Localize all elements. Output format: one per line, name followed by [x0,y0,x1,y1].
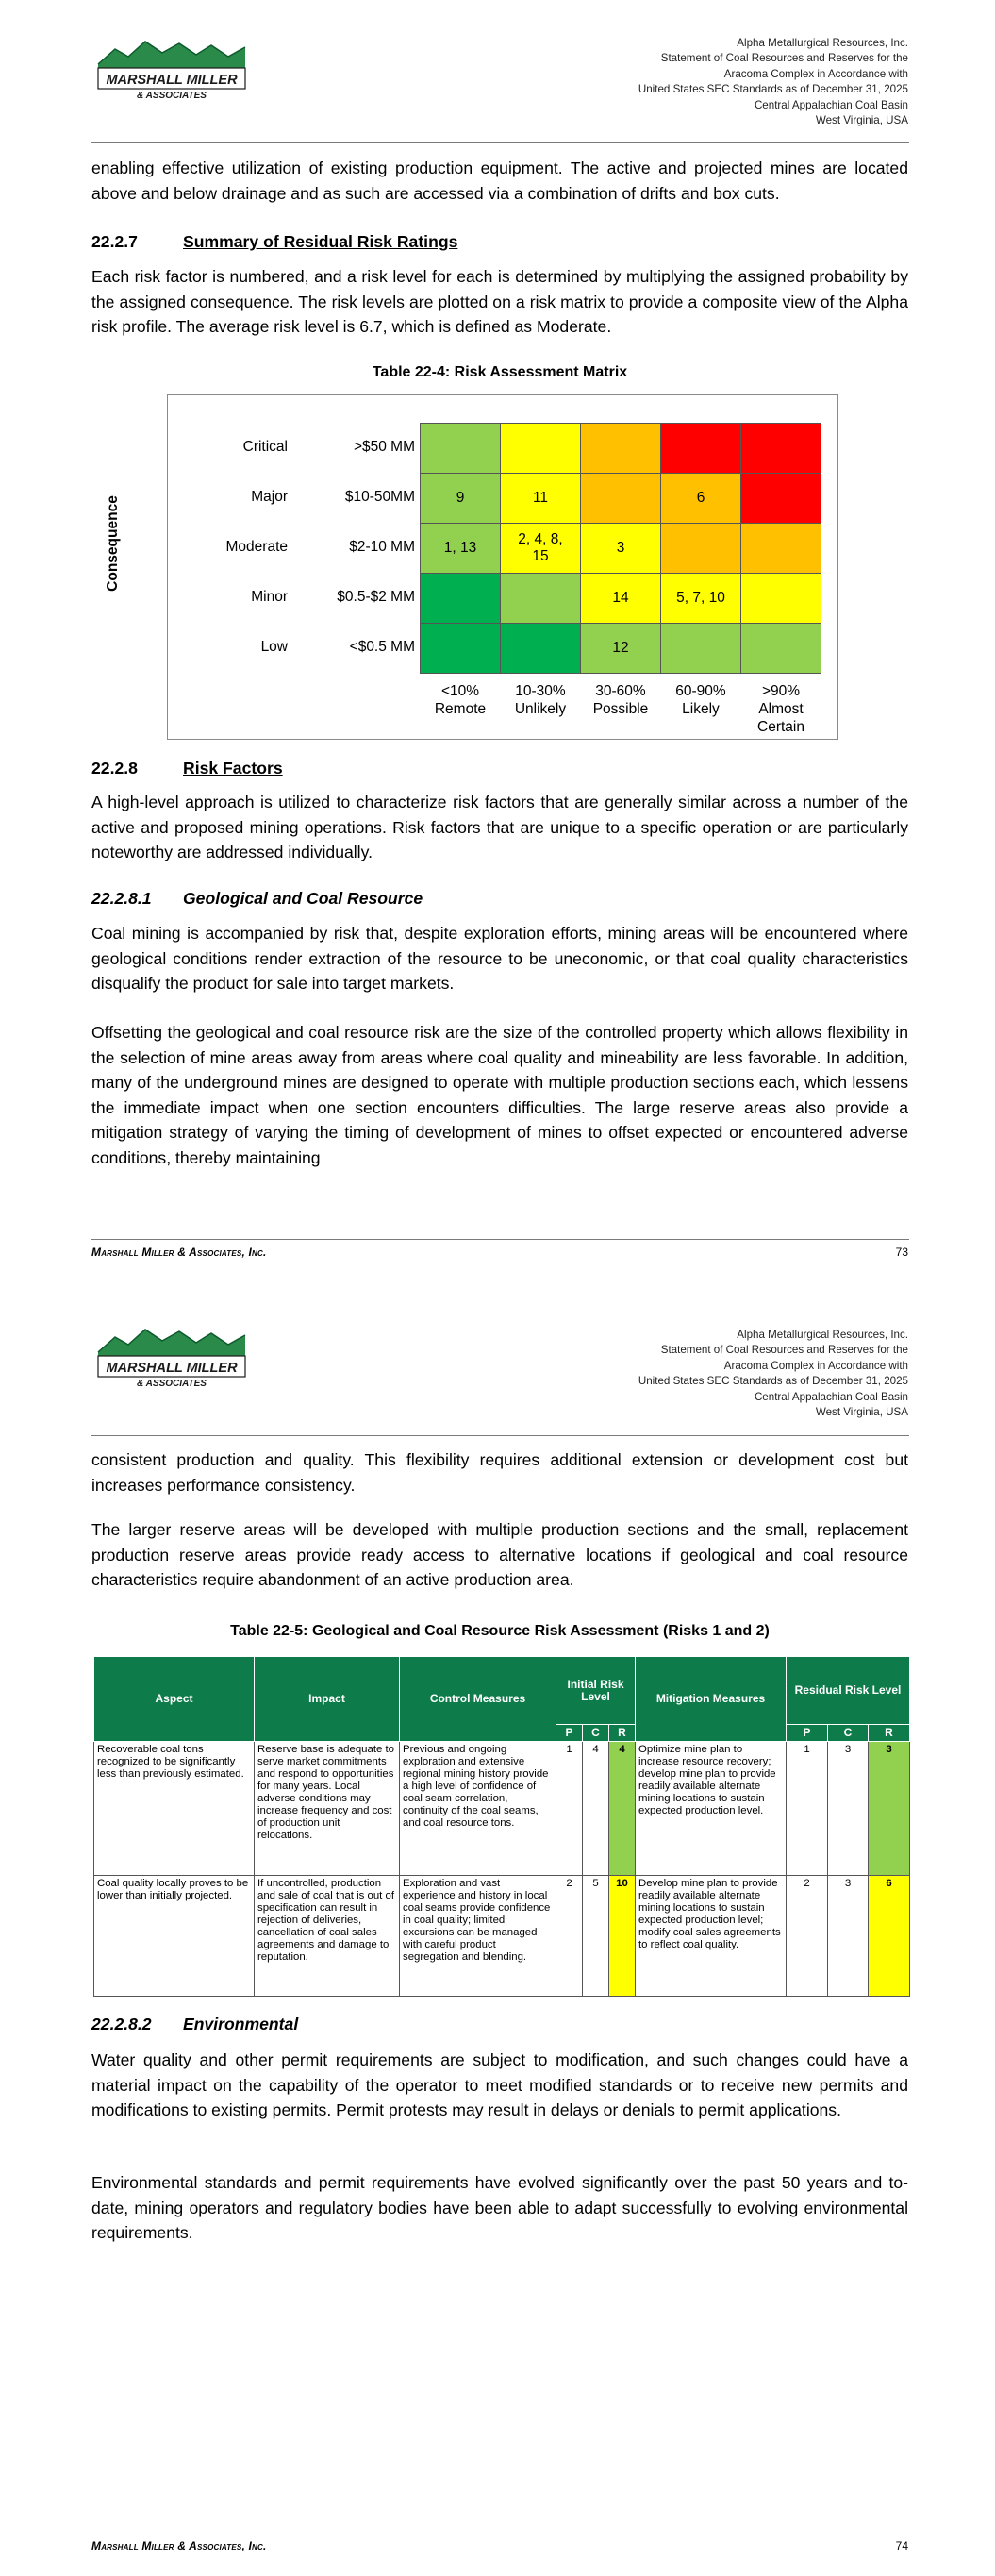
matrix-cell [420,423,501,474]
table-caption-22-4: Table 22-4: Risk Assessment Matrix [372,364,628,380]
matrix-cell [500,623,581,674]
table-row [94,1742,910,1876]
table-row [94,1876,910,1997]
section-number: 22.2.7 [91,232,138,251]
header-line: United States SEC Standards as of December 31, 2025 [638,1375,908,1388]
matrix-column-likelihood: Almost Certain [757,701,804,735]
paragraph-environmental-b: Environmental standards and permit requirements have evolved significantly over the past 50 years and to-date, mining operators and regulatory bodies have been able to adapt successfully to evolving environmental requirements. [91,2173,908,2243]
header-initial-risk: Initial Risk Level [556,1657,636,1725]
logo-line1: MARSHALL MILLER [106,1361,238,1376]
section-heading-2228 [91,759,283,778]
matrix-row-range: $0.5-$2 MM [337,589,415,605]
logo-line2: & ASSOCIATES [137,1379,207,1389]
header-residual-risk: Residual Risk Level [787,1657,910,1725]
cell-initial-p: 1 [556,1742,583,1876]
matrix-row-label: Minor [251,589,288,605]
cell-mitigation: Develop mine plan to provide readily available alternate mining locations to sustain expected production level; modify coal sales agreements to reflect coal quality. [636,1876,787,1997]
header-line: Aracoma Complex in Accordance with [723,1359,908,1372]
header-line: Central Appalachian Coal Basin [754,98,908,111]
header-line: West Virginia, USA [815,1406,908,1419]
cell-residual-c: 3 [828,1742,869,1876]
header-r: R [609,1725,636,1742]
table-caption-22-5: Table 22-5: Geological and Coal Resource Risk Assessment (Risks 1 and 2) [230,1623,770,1639]
header-rule [91,142,909,143]
header-p: P [556,1725,583,1742]
footer-company: Marshall Miller & Associates, Inc. [91,2539,267,2552]
matrix-column-probability: <10% [440,683,480,699]
header-line: Aracoma Complex in Accordance with [723,67,908,80]
matrix-cell [500,573,581,624]
matrix-cell: 11 [500,473,581,524]
header-impact: Impact [255,1657,400,1742]
paragraph-environmental-a: Water quality and other permit requirements are subject to modification, and such changes could have a material impact on the capability of the operator to meet modified standards or to receive new permits and modifications to existing permits. Permit protests may result in delays or denials to permit applications. [91,2050,908,2120]
footer-company: Marshall Miller & Associates, Inc. [91,1246,267,1259]
header-rule [91,1435,909,1436]
matrix-cell [740,623,821,674]
cell-aspect: Coal quality locally proves to be lower than initially projected. [94,1876,255,1997]
matrix-cell [500,423,581,474]
intro-paragraph: enabling effective utilization of existing production equipment. The active and projected mines are located above and below drainage and as such are accessed via a combination of drifts and box cuts. [91,159,908,203]
paragraph-22281-b: Offsetting the geological and coal resource risk are the size of the controlled property which allows flexibility in the selection of mine areas away from areas where coal quality and mineability are less favorable. In addition, many of the underground mines are designed to operate with multiple production sections each, which lessens the immediate impact when one section encounters difficulties. The large reserve areas also provide a mitigation strategy of varying the timing of development of mines to offset expected or encountered adverse conditions, thereby maintaining [91,1023,908,1167]
matrix-column-likelihood: Remote [434,701,487,717]
cell-aspect: Recoverable coal tons recognized to be significantly less than previously estimated. [94,1742,255,1876]
paragraph-2227: Each risk factor is numbered, and a risk level for each is determined by multiplying the assigned probability by the assigned consequence. The risk levels are plotted on a risk matrix to provide a composite view of the Alpha risk profile. The average risk level is 6.7, which is defined as Moderate. [91,267,908,337]
section-number: 22.2.8 [91,759,138,778]
matrix-column-probability: 10-30% [515,683,566,699]
matrix-row-range: $2-10 MM [349,539,415,555]
matrix-column-probability: >90% [761,683,801,699]
matrix-column-probability: 30-60% [595,683,646,699]
page-number: 73 [895,1246,908,1259]
matrix-row-range: <$0.5 MM [349,639,415,655]
header-aspect: Aspect [94,1657,255,1742]
section-number: 22.2.8.1 [91,889,152,908]
matrix-column-likelihood: Possible [592,701,649,717]
matrix-cell: 14 [580,573,661,624]
header-p: P [787,1725,828,1742]
matrix-cell: 6 [660,473,741,524]
cell-residual-p: 2 [787,1876,828,1997]
header-r: R [869,1725,910,1742]
cell-residual-p: 1 [787,1742,828,1876]
cell-initial-r: 10 [609,1876,636,1997]
matrix-cell: 2, 4, 8, 15 [500,523,581,574]
header-line: Central Appalachian Coal Basin [754,1390,908,1403]
section-title: Geological and Coal Resource [183,889,423,908]
cell-control: Exploration and vast experience and history in local coal seams provide confidence in coal quality; limited excursions can be managed with careful product segregation and blending. [400,1876,556,1997]
section-title: Summary of Residual Risk Ratings [183,232,458,251]
cell-initial-c: 4 [583,1742,609,1876]
matrix-row-label: Low [260,639,288,655]
paragraph-22281-a: Coal mining is accompanied by risk that, despite exploration efforts, mining areas will be encountered where geological conditions render extraction of the resource to be uneconomic, or that coal quality characteristics disqualify the product for sale into target markets. [91,924,908,994]
matrix-cell [580,423,661,474]
matrix-cell: 3 [580,523,661,574]
matrix-column-likelihood: Unlikely [514,701,567,717]
section-heading-22281 [91,889,423,909]
matrix-cell [660,523,741,574]
paragraph-2228: A high-level approach is utilized to characterize risk factors that are generally similar across a number of the active and proposed mining operations. Risk factors that are unique to a specific operation or are particularly noteworthy are addressed individually. [91,793,908,862]
cell-initial-p: 2 [556,1876,583,1997]
cell-initial-r: 4 [609,1742,636,1876]
matrix-cell [580,473,661,524]
page-number: 74 [895,2539,908,2552]
matrix-cell [420,623,501,674]
section-title: Risk Factors [183,759,283,778]
header-c: C [583,1725,609,1742]
matrix-cell [420,573,501,624]
cell-residual-r: 3 [869,1742,910,1876]
matrix-cell [740,523,821,574]
matrix-cell: 5, 7, 10 [660,573,741,624]
cell-impact: If uncontrolled, production and sale of coal that is out of specification can result in rejection of deliveries, cancellation of coal sales agreements and damage to reputation. [255,1876,400,1997]
matrix-row-range: $10-50MM [344,489,415,505]
cell-mitigation: Optimize mine plan to increase resource recovery; develop mine plan to provide readily available alternate mining locations to sustain expected production level. [636,1742,787,1876]
matrix-cell [740,573,821,624]
header-mitigation-measures: Mitigation Measures [636,1657,787,1742]
cell-initial-c: 5 [583,1876,609,1997]
running-header [512,1328,908,1420]
cell-residual-c: 3 [828,1876,869,1997]
matrix-row-label: Moderate [225,539,288,555]
cell-control: Previous and ongoing exploration and extensive regional mining history provide a high level of confidence of coal seam correlation, continuity of the coal seams, and coal resource tons. [400,1742,556,1876]
header-line: Statement of Coal Resources and Reserves for the [660,1344,908,1357]
section-number: 22.2.8.2 [91,2015,152,2033]
cell-impact: Reserve base is adequate to serve market commitments and respond to opportunities for many years. Local adverse conditions may increase frequency and cost of production unit relocations. [255,1742,400,1876]
logo-line1: MARSHALL MILLER [106,73,238,88]
paragraph-reserve-areas: The larger reserve areas will be developed with multiple production sections and the small, replacement production reserve areas provide ready access to alternative locations if geological and coal resource characteristics require abandonment of an active production area. [91,1520,908,1590]
matrix-cell [740,423,821,474]
matrix-column-likelihood: Likely [682,701,720,717]
matrix-cell: 1, 13 [420,523,501,574]
matrix-cell [660,423,741,474]
matrix-cell [740,473,821,524]
header-c: C [828,1725,869,1742]
logo-line2: & ASSOCIATES [137,91,207,101]
section-heading-22282 [91,2015,298,2034]
header-line: West Virginia, USA [815,114,908,127]
company-logo [96,36,247,102]
header-line: Statement of Coal Resources and Reserves for the [660,52,908,65]
header-line: Alpha Metallurgical Resources, Inc. [737,37,908,49]
cell-residual-r: 6 [869,1876,910,1997]
risk-assessment-table [93,1656,910,1997]
footer-rule [91,1239,909,1240]
matrix-row-range: >$50 MM [353,439,415,455]
company-logo [96,1324,247,1390]
matrix-cell [660,623,741,674]
matrix-row-label: Critical [242,439,288,455]
matrix-cell: 9 [420,473,501,524]
matrix-cell: 12 [580,623,661,674]
running-header [512,36,908,128]
header-line: Alpha Metallurgical Resources, Inc. [737,1329,908,1341]
header-control-measures: Control Measures [400,1657,556,1742]
matrix-row-label: Major [251,489,288,505]
header-line: United States SEC Standards as of December 31, 2025 [638,83,908,96]
matrix-column-probability: 60-90% [675,683,726,699]
section-title: Environmental [183,2015,299,2033]
consequence-axis-label: Consequence [105,495,121,592]
section-heading-2227 [91,232,457,252]
continued-paragraph: consistent production and quality. This flexibility requires additional extension or development cost but increases performance consistency. [91,1450,908,1495]
